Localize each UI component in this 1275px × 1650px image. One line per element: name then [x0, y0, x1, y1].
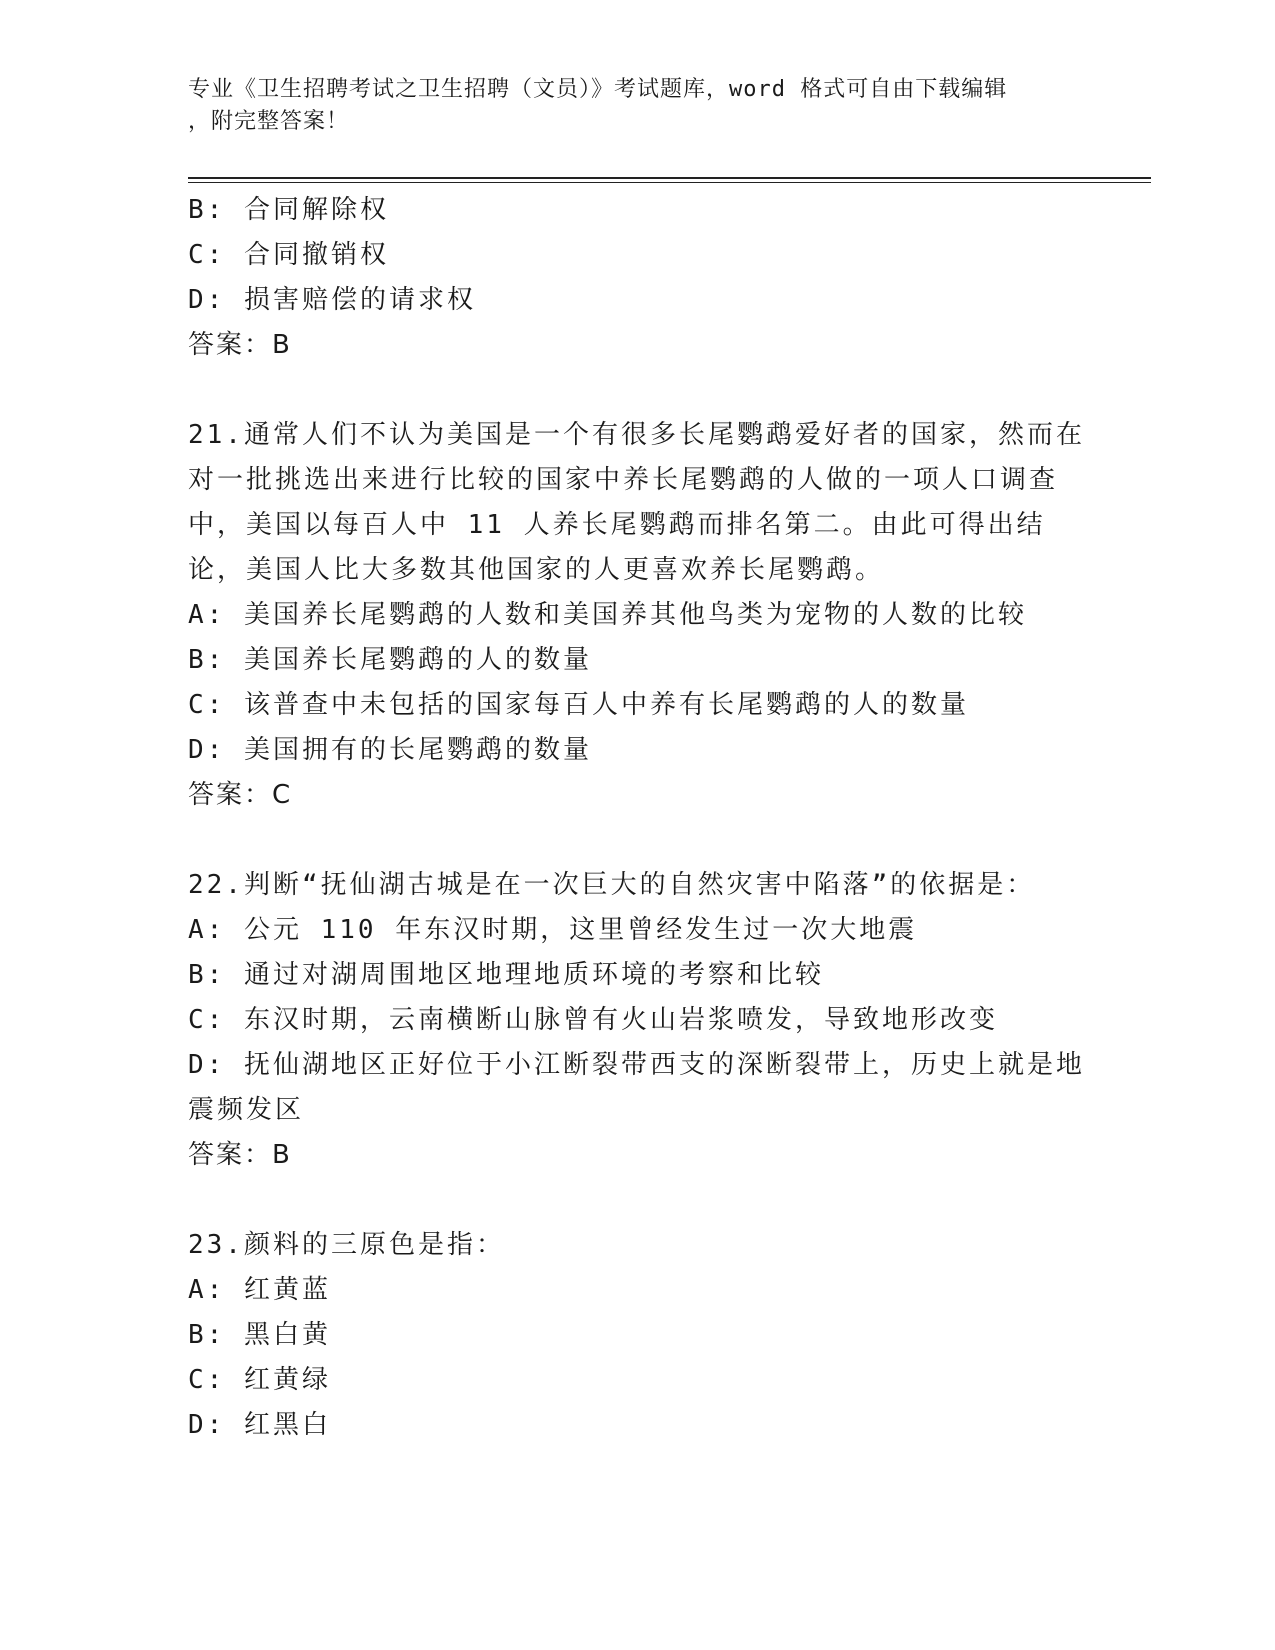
spacer	[188, 818, 1088, 863]
header-line-1: 专业《卫生招聘考试之卫生招聘（文员）》考试题库，word 格式可自由下载编辑	[188, 77, 1008, 102]
header-line-2: ，附完整答案！	[188, 109, 350, 134]
option-b: B: 黑白黄	[188, 1320, 331, 1350]
document-header	[188, 74, 1068, 138]
question-22	[188, 863, 1088, 1178]
option-d: D: 美国拥有的长尾鹦鹉的数量	[188, 735, 592, 765]
answer: 答案：B	[188, 330, 292, 360]
question-stem: 23.颜料的三原色是指：	[188, 1230, 505, 1260]
answer: 答案：C	[188, 780, 293, 810]
question-21	[188, 413, 1088, 818]
answer: 答案：B	[188, 1140, 292, 1170]
option-d: D: 抚仙湖地区正好位于小江断裂带西支的深断裂带上，历史上就是地震频发区	[188, 1050, 1085, 1125]
option-b: B: 通过对湖周围地区地理地质环境的考察和比较	[188, 960, 824, 990]
option-b: B: 合同解除权	[188, 195, 389, 225]
question-20-tail	[188, 188, 1088, 368]
option-c: C: 该普查中未包括的国家每百人中养有长尾鹦鹉的人的数量	[188, 690, 969, 720]
question-stem: 22.判断“抚仙湖古城是在一次巨大的自然灾害中陷落”的依据是：	[188, 870, 1036, 900]
question-stem: 21.通常人们不认为美国是一个有很多长尾鹦鹉爱好者的国家，然而在对一批挑选出来进行比较的国家中养长尾鹦鹉的人做的一项人口调查中，美国以每百人中 11 人养长尾鹦鹉而排名第二。由此可得出结论，美国人比大多数其他国家的人更喜欢养长尾鹦鹉。	[188, 420, 1085, 585]
spacer	[188, 1178, 1088, 1223]
option-d: D: 红黑白	[188, 1410, 331, 1440]
option-c: C: 红黄绿	[188, 1365, 331, 1395]
header-rule-thin	[188, 182, 1151, 183]
question-23	[188, 1223, 1088, 1448]
header-rule-thick	[188, 177, 1151, 179]
option-d: D: 损害赔偿的请求权	[188, 285, 476, 315]
option-c: C: 合同撤销权	[188, 240, 389, 270]
question-list	[188, 188, 1088, 1448]
option-a: A: 公元 110 年东汉时期，这里曾经发生过一次大地震	[188, 915, 918, 945]
option-c: C: 东汉时期，云南横断山脉曾有火山岩浆喷发，导致地形改变	[188, 1005, 998, 1035]
spacer	[188, 368, 1088, 413]
option-b: B: 美国养长尾鹦鹉的人的数量	[188, 645, 592, 675]
option-a: A: 美国养长尾鹦鹉的人数和美国养其他鸟类为宠物的人数的比较	[188, 600, 1027, 630]
option-a: A: 红黄蓝	[188, 1275, 331, 1305]
